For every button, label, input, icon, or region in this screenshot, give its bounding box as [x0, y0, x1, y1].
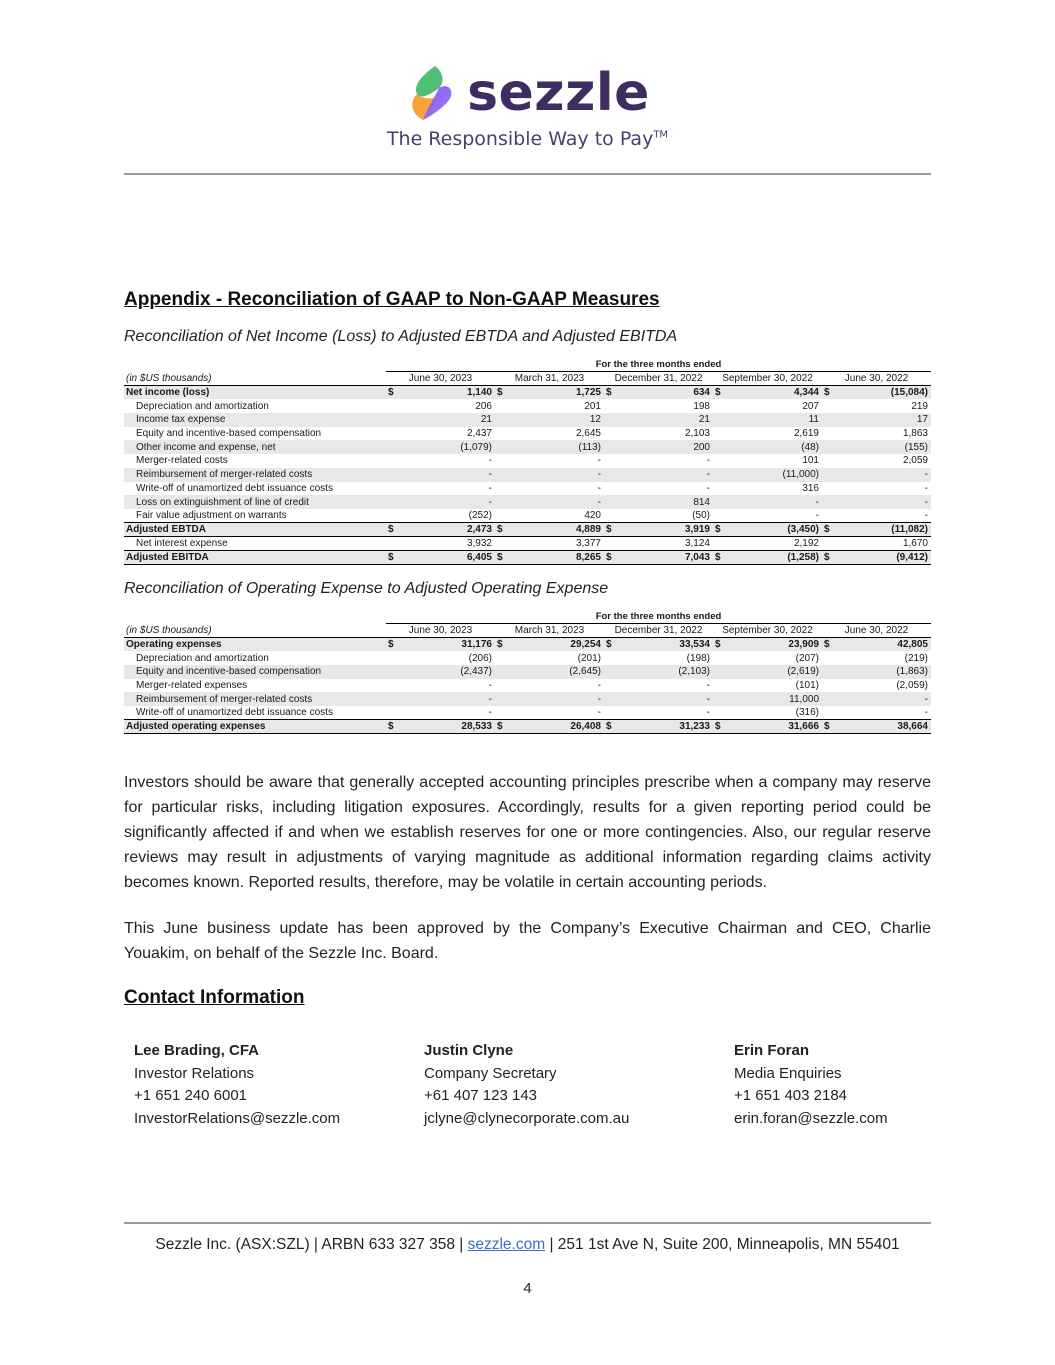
page-number: 4: [523, 1280, 532, 1297]
sezzle-logo-icon: [405, 64, 457, 122]
row-label: Write-off of unamortized debt issuance costs: [136, 482, 333, 494]
currency-symbol: [822, 692, 877, 706]
currency-symbol: [495, 468, 550, 482]
table-row: [124, 386, 931, 400]
approval-paragraph: This June business update has been approved by the Company’s Executive Chairman and CEO, Charlie Youakim, on behalf of the Sezzle Inc. Board.: [124, 920, 931, 962]
row-label: Equity and incentive-based compensation: [124, 665, 386, 679]
table-cell: 200: [659, 440, 714, 454]
table-cell: 29,254: [550, 638, 605, 652]
table-cell: (252): [468, 509, 492, 521]
currency-symbol: $: [822, 551, 877, 565]
period-header: For the three months ended: [386, 610, 931, 624]
currency-symbol: [713, 468, 768, 482]
currency-symbol: [822, 537, 877, 551]
table-cell: 1,863: [902, 428, 928, 440]
contact-email[interactable]: InvestorRelations@sezzle.com: [134, 1109, 341, 1127]
table-cell: 7,043: [659, 551, 714, 565]
currency-symbol: [495, 537, 550, 551]
table-cell: (2,059): [896, 680, 928, 692]
table-cell: 11,000: [768, 692, 823, 706]
table-cell: (2,619): [768, 665, 823, 679]
contact-phone: +1 651 240 6001: [134, 1087, 248, 1104]
page-header: [0, 62, 1055, 150]
currency-symbol: [495, 665, 550, 679]
currency-symbol: [713, 651, 768, 665]
currency-symbol: [822, 413, 877, 427]
table-cell: 201: [584, 400, 601, 412]
table-cell: -: [488, 455, 492, 467]
row-label: Reimbursement of merger-related costs: [124, 692, 386, 706]
table-cell: (207): [795, 652, 819, 664]
table2-subtitle: Reconciliation of Operating Expense to Adjusted Operating Expense: [124, 580, 609, 597]
table-cell: 1,725: [550, 386, 605, 400]
currency-symbol: [713, 482, 768, 496]
currency-symbol: [713, 679, 768, 693]
currency-symbol: [822, 651, 877, 665]
table-row: [124, 665, 931, 679]
row-label: Merger-related expenses: [136, 680, 248, 692]
table-row: [124, 523, 931, 537]
currency-symbol: [604, 706, 659, 720]
contact-role: Media Enquiries: [734, 1064, 842, 1082]
table-cell: (101): [795, 680, 819, 692]
currency-symbol: [713, 427, 768, 441]
table-cell: -: [597, 680, 601, 692]
table-cell: 3,919: [659, 523, 714, 537]
currency-symbol: [386, 651, 441, 665]
table-row: [124, 679, 931, 693]
currency-symbol: [713, 692, 768, 706]
currency-symbol: [713, 440, 768, 454]
currency-symbol: [386, 468, 441, 482]
currency-symbol: $: [604, 720, 659, 734]
table-cell: -: [877, 468, 932, 482]
currency-symbol: [495, 509, 550, 523]
currency-symbol: [386, 665, 441, 679]
table-row: [124, 454, 931, 468]
table-row: [124, 509, 931, 523]
table-row: [124, 638, 931, 652]
currency-symbol: [495, 692, 550, 706]
ebitda-reconciliation-table: [124, 358, 931, 565]
table-cell: 2,103: [684, 428, 710, 440]
table-cell: 33,534: [659, 638, 714, 652]
column-header-row: [124, 624, 931, 638]
currency-symbol: [713, 495, 768, 509]
contact-role: Investor Relations: [134, 1064, 255, 1082]
table-cell: (1,079): [441, 440, 496, 454]
footer-address: | 251 1st Ave N, Suite 200, Minneapolis, MN 55401: [545, 1236, 900, 1253]
currency-symbol: [386, 454, 441, 468]
table-cell: -: [706, 455, 710, 467]
currency-symbol: [604, 692, 659, 706]
table-cell: 8,265: [550, 551, 605, 565]
row-label: Write-off of unamortized debt issuance costs: [136, 707, 333, 719]
currency-symbol: [822, 468, 877, 482]
table-cell: 198: [693, 400, 710, 412]
table-cell: -: [441, 495, 496, 509]
table-cell: 23,909: [768, 638, 823, 652]
currency-symbol: $: [604, 638, 659, 652]
column-header: June 30, 2023: [386, 624, 495, 638]
table-cell: 2,192: [793, 538, 819, 550]
currency-symbol: [604, 399, 659, 413]
row-label: Net interest expense: [136, 538, 228, 550]
currency-symbol: [713, 454, 768, 468]
row-label: Equity and incentive-based compensation: [136, 428, 322, 440]
table-cell: 28,533: [441, 720, 496, 734]
row-label: Reimbursement of merger-related costs: [124, 468, 386, 482]
currency-symbol: $: [495, 638, 550, 652]
table-cell: 38,664: [877, 720, 932, 734]
column-header: June 30, 2023: [386, 372, 495, 386]
table-cell: (155): [877, 440, 932, 454]
currency-symbol: $: [495, 551, 550, 565]
currency-symbol: [495, 454, 550, 468]
units-label: (in $US thousands): [124, 624, 386, 638]
row-label: Adjusted EBITDA: [124, 551, 386, 565]
currency-symbol: [386, 706, 441, 720]
table-cell: (48): [768, 440, 823, 454]
table-cell: (15,084): [877, 386, 932, 400]
table-cell: (9,412): [877, 551, 932, 565]
table-cell: -: [597, 482, 601, 494]
contact-title: Contact Information: [124, 987, 305, 1008]
table-cell: -: [550, 495, 605, 509]
currency-symbol: [604, 537, 659, 551]
table-cell: 11: [768, 413, 823, 427]
currency-symbol: [495, 440, 550, 454]
currency-symbol: $: [713, 551, 768, 565]
contact-phone: +61 407 123 143: [424, 1087, 538, 1104]
table-cell: 3,932: [466, 538, 492, 550]
currency-symbol: [822, 399, 877, 413]
table-cell: (1,258): [768, 551, 823, 565]
currency-symbol: $: [713, 638, 768, 652]
table-cell: 1,670: [902, 538, 928, 550]
table-cell: -: [877, 495, 932, 509]
table-cell: (11,082): [877, 523, 932, 537]
table-cell: 219: [911, 400, 928, 412]
period-header-row: [124, 358, 931, 372]
table-cell: 31,233: [659, 720, 714, 734]
period-header: For the three months ended: [386, 358, 931, 372]
table-cell: -: [659, 468, 714, 482]
table-row: [124, 720, 931, 734]
table-cell: (1,863): [877, 665, 932, 679]
row-label: Net income (loss): [124, 386, 386, 400]
table-cell: (11,000): [768, 468, 823, 482]
currency-symbol: [386, 413, 441, 427]
table-cell: (219): [904, 652, 928, 664]
column-header: March 31, 2023: [495, 372, 604, 386]
currency-symbol: [495, 706, 550, 720]
currency-symbol: [386, 679, 441, 693]
currency-symbol: [386, 537, 441, 551]
currency-symbol: $: [386, 720, 441, 734]
currency-symbol: $: [713, 386, 768, 400]
currency-symbol: [604, 413, 659, 427]
table-row: [124, 482, 931, 496]
currency-symbol: [604, 468, 659, 482]
logo-wordmark: sezzle: [467, 63, 650, 123]
contact-card: [734, 1040, 888, 1130]
table-cell: 17: [877, 413, 932, 427]
table-cell: 21: [441, 413, 496, 427]
table-cell: -: [924, 482, 928, 494]
page-footer: [124, 1236, 931, 1254]
currency-symbol: [822, 665, 877, 679]
table-cell: (2,645): [550, 665, 605, 679]
column-header: June 30, 2022: [822, 372, 931, 386]
currency-symbol: [386, 399, 441, 413]
currency-symbol: [604, 454, 659, 468]
opex-reconciliation-table: [124, 610, 931, 734]
period-header-row: [124, 610, 931, 624]
sezzle-logo: [0, 62, 1055, 124]
currency-symbol: [822, 679, 877, 693]
currency-symbol: [604, 665, 659, 679]
table-cell: -: [488, 482, 492, 494]
currency-symbol: [713, 537, 768, 551]
column-header: December 31, 2022: [604, 624, 713, 638]
table-cell: 31,666: [768, 720, 823, 734]
table-cell: 207: [802, 400, 819, 412]
currency-symbol: $: [495, 720, 550, 734]
currency-symbol: $: [822, 638, 877, 652]
table-cell: 6,405: [441, 551, 496, 565]
contact-name: Justin Clyne: [424, 1042, 514, 1059]
table-cell: 2,059: [902, 455, 928, 467]
table-cell: 4,344: [768, 386, 823, 400]
currency-symbol: [386, 482, 441, 496]
currency-symbol: [604, 679, 659, 693]
row-label: Operating expenses: [124, 638, 386, 652]
currency-symbol: [713, 665, 768, 679]
row-label: Adjusted EBTDA: [124, 523, 386, 537]
currency-symbol: [495, 427, 550, 441]
row-label: Income tax expense: [124, 413, 386, 427]
table-cell: -: [706, 680, 710, 692]
footer-website-link[interactable]: sezzle.com: [467, 1236, 546, 1253]
currency-symbol: [386, 495, 441, 509]
table-cell: 101: [802, 455, 819, 467]
column-header-row: [124, 372, 931, 386]
table-cell: 21: [659, 413, 714, 427]
table-cell: 1,140: [441, 386, 496, 400]
table-row: [124, 692, 931, 706]
currency-symbol: [822, 706, 877, 720]
currency-symbol: $: [604, 386, 659, 400]
contact-email[interactable]: erin.foran@sezzle.com: [734, 1109, 888, 1127]
currency-symbol: [822, 427, 877, 441]
contact-phone: +1 651 403 2184: [734, 1087, 848, 1104]
currency-symbol: $: [822, 720, 877, 734]
table-cell: (198): [686, 652, 710, 664]
row-label: Loss on extinguishment of line of credit: [124, 495, 386, 509]
currency-symbol: [713, 509, 768, 523]
table-cell: -: [488, 680, 492, 692]
currency-symbol: [604, 495, 659, 509]
table-cell: 316: [802, 482, 819, 494]
table-cell: -: [441, 468, 496, 482]
table-cell: -: [488, 707, 492, 719]
currency-symbol: $: [495, 523, 550, 537]
table-cell: 2,437: [466, 428, 492, 440]
row-label: Adjusted operating expenses: [124, 720, 386, 734]
table-cell: 2,619: [793, 428, 819, 440]
currency-symbol: [495, 482, 550, 496]
table-cell: (201): [577, 652, 601, 664]
table-cell: 206: [475, 400, 492, 412]
currency-symbol: $: [822, 523, 877, 537]
currency-symbol: $: [604, 523, 659, 537]
currency-symbol: [604, 651, 659, 665]
currency-symbol: [713, 413, 768, 427]
currency-symbol: [495, 651, 550, 665]
appendix-title: Appendix - Reconciliation of GAAP to Non-GAAP Measures: [124, 289, 660, 310]
currency-symbol: [713, 706, 768, 720]
contact-email[interactable]: jclyne@clynecorporate.com.au: [424, 1109, 630, 1127]
currency-symbol: $: [604, 551, 659, 565]
table1-subtitle: Reconciliation of Net Income (Loss) to Adjusted EBTDA and Adjusted EBITDA: [124, 328, 678, 345]
row-label: Fair value adjustment on warrants: [136, 509, 287, 521]
currency-symbol: [822, 495, 877, 509]
table-cell: -: [597, 455, 601, 467]
tagline: The Responsible Way to Pay™: [386, 128, 669, 150]
table-cell: -: [924, 707, 928, 719]
table-row: [124, 537, 931, 551]
currency-symbol: [822, 440, 877, 454]
table-cell: 634: [659, 386, 714, 400]
table-cell: -: [550, 468, 605, 482]
table-cell: 420: [584, 509, 601, 521]
column-header: June 30, 2022: [822, 624, 931, 638]
currency-symbol: [822, 454, 877, 468]
table-cell: 2,473: [441, 523, 496, 537]
currency-symbol: [495, 399, 550, 413]
currency-symbol: $: [386, 523, 441, 537]
contact-name: Erin Foran: [734, 1042, 810, 1059]
table-cell: (113): [550, 440, 605, 454]
table-cell: -: [877, 692, 932, 706]
currency-symbol: [604, 440, 659, 454]
table-row: [124, 399, 931, 413]
table-cell: 3,124: [684, 538, 710, 550]
currency-symbol: [604, 509, 659, 523]
table-row: [124, 495, 931, 509]
currency-symbol: [386, 509, 441, 523]
table-cell: 31,176: [441, 638, 496, 652]
table-row: [124, 413, 931, 427]
table-cell: (2,437): [441, 665, 496, 679]
table-row: [124, 427, 931, 441]
currency-symbol: [713, 399, 768, 413]
contact-card: [424, 1040, 629, 1130]
units-label: (in $US thousands): [124, 372, 386, 386]
currency-symbol: [822, 482, 877, 496]
table-cell: (50): [692, 509, 710, 521]
currency-symbol: [604, 482, 659, 496]
currency-symbol: [386, 427, 441, 441]
table-cell: -: [550, 692, 605, 706]
investor-disclaimer-paragraph: Investors should be aware that generally accepted accounting principles prescribe when a company may reserve for particular risks, including litigation exposures. Accordingly, results for a given reporting period could be significantly affected if and when we establish reserves for one or more contingencies. Also, our regular reserve reviews may result in adjustments of varying magnitude as additional information regarding claims activity becomes known. Reported results, therefore, may be volatile in certain accounting periods.: [124, 774, 931, 891]
column-header: December 31, 2022: [604, 372, 713, 386]
currency-symbol: $: [822, 386, 877, 400]
contact-name: Lee Brading, CFA: [134, 1042, 260, 1059]
currency-symbol: [386, 440, 441, 454]
table-cell: -: [706, 707, 710, 719]
table-row: [124, 651, 931, 665]
currency-symbol: [822, 509, 877, 523]
footer-company-info: Sezzle Inc. (ASX:SZL) | ARBN 633 327 358 |: [155, 1236, 468, 1253]
table-cell: 4,889: [550, 523, 605, 537]
currency-symbol: $: [713, 523, 768, 537]
table-row: [124, 706, 931, 720]
table-cell: 12: [550, 413, 605, 427]
table-cell: -: [441, 692, 496, 706]
table-cell: 26,408: [550, 720, 605, 734]
table-cell: (316): [795, 707, 819, 719]
row-label: Merger-related costs: [136, 455, 228, 467]
currency-symbol: $: [713, 720, 768, 734]
currency-symbol: [604, 427, 659, 441]
contact-card: [134, 1040, 340, 1130]
table-cell: (206): [468, 652, 492, 664]
table-row: [124, 551, 931, 565]
currency-symbol: [495, 679, 550, 693]
table-row: [124, 440, 931, 454]
currency-symbol: $: [495, 386, 550, 400]
table-cell: -: [659, 692, 714, 706]
currency-symbol: [495, 495, 550, 509]
contact-role: Company Secretary: [424, 1064, 557, 1082]
currency-symbol: $: [386, 551, 441, 565]
row-label: Other income and expense, net: [124, 440, 386, 454]
column-header: September 30, 2022: [713, 624, 822, 638]
table-cell: 3,377: [575, 538, 601, 550]
table-cell: 42,805: [877, 638, 932, 652]
table-cell: -: [597, 707, 601, 719]
table-cell: -: [924, 509, 928, 521]
currency-symbol: $: [386, 386, 441, 400]
table-cell: 2,645: [575, 428, 601, 440]
column-header: September 30, 2022: [713, 372, 822, 386]
table-cell: (2,103): [659, 665, 714, 679]
footer-divider: [124, 1222, 931, 1224]
header-divider: [124, 173, 931, 175]
currency-symbol: [386, 692, 441, 706]
table-cell: 814: [659, 495, 714, 509]
table-cell: -: [768, 495, 823, 509]
row-label: Depreciation and amortization: [136, 652, 269, 664]
currency-symbol: [495, 413, 550, 427]
row-label: Depreciation and amortization: [136, 400, 269, 412]
table-cell: -: [706, 482, 710, 494]
table-cell: (3,450): [768, 523, 823, 537]
column-header: March 31, 2023: [495, 624, 604, 638]
currency-symbol: $: [386, 638, 441, 652]
table-row: [124, 468, 931, 482]
table-cell: -: [815, 509, 819, 521]
